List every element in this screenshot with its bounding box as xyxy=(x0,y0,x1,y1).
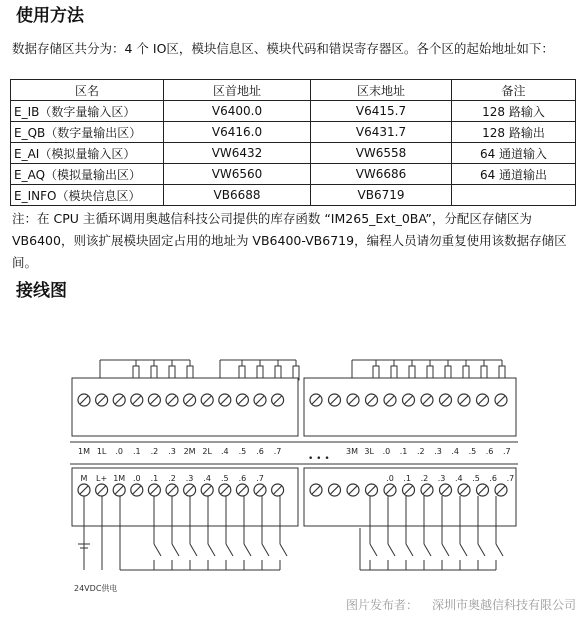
terminal-label: .7 xyxy=(273,447,282,456)
terminal-label: L+ xyxy=(96,474,108,483)
switch-contact xyxy=(244,544,251,556)
terminal-label: .1 xyxy=(403,474,412,483)
terminal-label: .6 xyxy=(489,474,498,483)
table-cell: E_AI（模拟量输入区） xyxy=(11,143,164,164)
usage-heading: 使用方法 xyxy=(16,6,84,26)
switch-contact xyxy=(424,544,431,556)
switch-contact xyxy=(496,544,503,556)
table-cell: V6400.0 xyxy=(164,101,311,122)
wiring-diagram xyxy=(60,338,530,596)
terminal-label: 3L xyxy=(364,447,374,456)
terminal-label: .3 xyxy=(185,474,194,483)
table-cell: E_IB（数字量输入区） xyxy=(11,101,164,122)
table-row xyxy=(11,143,576,164)
table-cell: VW6432 xyxy=(164,143,311,164)
col-header-end: 区末地址 xyxy=(311,80,452,101)
publisher-label: 图片发布者： xyxy=(345,598,418,612)
switch-contact xyxy=(460,544,467,556)
terminal-label: 1M xyxy=(113,474,126,483)
table-cell: V6416.0 xyxy=(164,122,311,143)
dots-label: • • • xyxy=(308,454,330,464)
table-cell: VB6719 xyxy=(311,185,452,206)
terminal-label: .6 xyxy=(238,474,247,483)
table-cell xyxy=(452,185,576,206)
col-header-remark: 备注 xyxy=(452,80,576,101)
top-right-block xyxy=(304,378,516,436)
address-table xyxy=(10,79,576,206)
col-header-start: 区首地址 xyxy=(164,80,311,101)
terminal-label: .4 xyxy=(203,474,212,483)
table-cell: 64 通道输入 xyxy=(452,143,576,164)
terminal-label: .2 xyxy=(416,447,425,456)
terminal-label: .3 xyxy=(437,474,446,483)
table-cell: VW6686 xyxy=(311,164,452,185)
table-cell: 128 路输出 xyxy=(452,122,576,143)
table-row xyxy=(11,122,576,143)
terminal-label: 1L xyxy=(96,447,107,456)
table-cell: E_INFO（模块信息区） xyxy=(11,185,164,206)
switch-contact xyxy=(190,544,197,556)
table-row xyxy=(11,101,576,122)
terminal-label: .7 xyxy=(506,474,515,483)
terminal-label: .7 xyxy=(256,474,264,483)
supply-label: 24VDC供电 xyxy=(74,584,118,593)
table-cell: V6431.7 xyxy=(311,122,452,143)
terminal-label: .3 xyxy=(168,447,176,456)
terminal-label: 2L xyxy=(202,447,212,456)
switch-contact xyxy=(442,544,449,556)
switch-contact xyxy=(172,544,179,556)
switch-contact xyxy=(478,544,485,556)
terminal-label: .0 xyxy=(132,474,141,483)
terminal-label: .0 xyxy=(115,447,124,456)
publisher-name: 深圳市奥越信科技有限公司 xyxy=(431,598,576,612)
table-cell: VW6560 xyxy=(164,164,311,185)
terminal-label: .5 xyxy=(472,474,480,483)
terminal-label: 1M xyxy=(78,447,90,456)
switch-contact xyxy=(280,544,287,556)
switch-contact xyxy=(262,544,269,556)
terminal-label: .4 xyxy=(451,447,460,456)
terminal-label: .6 xyxy=(256,447,264,456)
terminal-label: .3 xyxy=(434,447,442,456)
table-cell: VW6558 xyxy=(311,143,452,164)
terminal-label: .5 xyxy=(468,447,477,456)
terminal-label: .1 xyxy=(399,447,408,456)
terminal-label: 3M xyxy=(346,447,358,456)
wiring-heading: 接线图 xyxy=(16,281,67,301)
note-paragraph: 注：在 CPU 主循环调用奥越信科技公司提供的库存函数 “IM265_Ext_0BA”，分配区存储区为 VB6400，则该扩展模块固定占用的地址为 VB6400-VB6719，编程人员请勿重复使用该数据存储区间。 xyxy=(12,211,567,270)
terminal-label: .7 xyxy=(502,447,511,456)
terminal-label: M xyxy=(80,474,88,483)
terminal-label: .2 xyxy=(168,474,176,483)
switch-contact xyxy=(406,544,413,556)
top-left-block xyxy=(72,378,298,436)
terminal-label: .5 xyxy=(238,447,247,456)
table-cell: E_AQ（模拟量输出区） xyxy=(11,164,164,185)
terminal-label: .1 xyxy=(132,447,141,456)
table-cell: 128 路输入 xyxy=(452,101,576,122)
switch-contact xyxy=(226,544,233,556)
terminal-label: .2 xyxy=(420,474,429,483)
table-row xyxy=(11,164,576,185)
switch-contact xyxy=(154,544,161,556)
switch-contact xyxy=(370,544,377,556)
terminal-label: .5 xyxy=(220,474,229,483)
table-row xyxy=(11,185,576,206)
publisher-credit xyxy=(332,596,576,613)
col-header-name: 区名 xyxy=(11,80,164,101)
table-cell: VB6688 xyxy=(164,185,311,206)
terminal-label: 2M xyxy=(183,447,196,456)
terminal-label: .1 xyxy=(150,474,159,483)
table-cell: E_QB（数字量输出区） xyxy=(11,122,164,143)
switch-contact xyxy=(208,544,215,556)
terminal-label: .6 xyxy=(485,447,494,456)
table-header-row xyxy=(11,80,576,101)
terminal-label: .4 xyxy=(220,447,229,456)
table-cell: 64 通道输出 xyxy=(452,164,576,185)
terminal-label: .0 xyxy=(386,474,394,483)
intro-paragraph: 数据存储区共分为：4 个 IO区，模块信息区、模块代码和错误寄存器区。各个区的起始地址如下： xyxy=(12,41,554,56)
terminal-label: .2 xyxy=(150,447,159,456)
terminal-label: .0 xyxy=(382,447,391,456)
terminal-label: .4 xyxy=(454,474,463,483)
switch-contact xyxy=(388,544,395,556)
table-cell: V6415.7 xyxy=(311,101,452,122)
